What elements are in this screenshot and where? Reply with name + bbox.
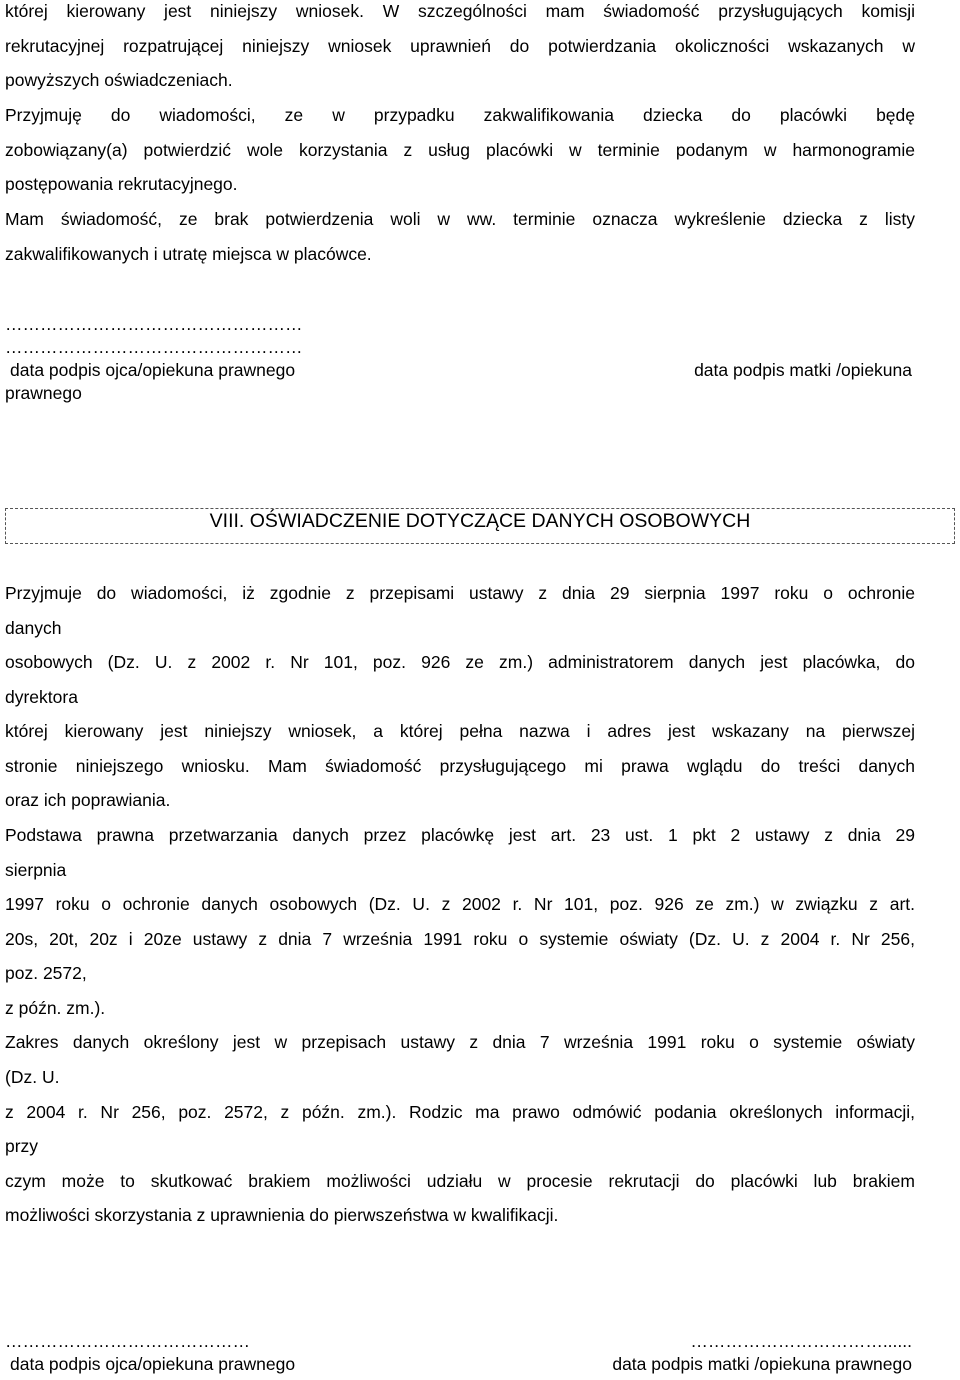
signature-caption-father: data podpis ojca/opiekuna prawnego: [10, 360, 296, 380]
text-line: oraz ich poprawiania.: [5, 790, 171, 810]
text-line: czym może to skutkować brakiem możliwości udziału w procesie rekrutacji do placówki lub brakiem: [5, 1171, 915, 1191]
text-line: Przyjmuję do wiadomości, ze w przypadku zakwalifikowania dziecka do placówki będę: [5, 105, 915, 125]
text-line: z późn. zm.).: [5, 998, 106, 1018]
signature-dots: ……………………………......: [690, 1331, 912, 1351]
text-line: zakwalifikowanych i utratę miejsca w placówce.: [5, 244, 372, 264]
text-line: 20s, 20t, 20z i 20ze ustawy z dnia 7 września 1991 roku o systemie oświaty (Dz. U. z 2004 r. Nr 256,: [5, 929, 915, 949]
text-line: danych: [5, 618, 62, 638]
text-line: Podstawa prawna przetwarzania danych przez placówkę jest art. 23 ust. 1 pkt 2 ustawy z dnia 29: [5, 825, 915, 845]
text-line: możliwości skorzystania z uprawnienia do pierwszeństwa w kwalifikacji.: [5, 1205, 559, 1225]
signature-caption-father-cont: prawnego: [5, 383, 82, 403]
text-line: której kierowany jest niniejszy wniosek, a której pełna nazwa i adres jest wskazany na pierwszej: [5, 721, 915, 741]
text-line: osobowych (Dz. U. z 2002 r. Nr 101, poz. 926 ze zm.) administratorem danych jest placówka, do: [5, 652, 915, 672]
signature-dots: ……………………………………………: [5, 337, 303, 357]
signature-caption-mother: data podpis matki /opiekuna prawnego: [612, 1354, 912, 1374]
text-line: postępowania rekrutacyjnego.: [5, 174, 238, 194]
text-line: przy: [5, 1136, 39, 1156]
text-line: Przyjmuje do wiadomości, iż zgodnie z przepisami ustawy z dnia 29 sierpnia 1997 roku o ochronie: [5, 583, 915, 603]
text-line: której kierowany jest niniejszy wniosek. W szczególności mam świadomość przysługujących komisji: [5, 1, 915, 21]
signature-dots: ……………………………………………: [5, 314, 303, 334]
text-line: Zakres danych określony jest w przepisach ustawy z dnia 7 września 1991 roku o systemie oświaty: [5, 1032, 915, 1052]
text-line: Mam świadomość, ze brak potwierdzenia woli w ww. terminie oznacza wykreślenie dziecka z listy: [5, 209, 915, 229]
text-line: (Dz. U.: [5, 1067, 60, 1087]
section-heading: VIII. OŚWIADCZENIE DOTYCZĄCE DANYCH OSOBOWYCH: [209, 510, 751, 532]
text-line: powyższych oświadczeniach.: [5, 70, 233, 90]
text-line: poz. 2572,: [5, 963, 87, 983]
text-line: dyrektora: [5, 687, 78, 707]
text-line: z 2004 r. Nr 256, poz. 2572, z późn. zm.). Rodzic ma prawo odmówić podania określonych informacji,: [5, 1102, 915, 1122]
text-line: stronie niniejszego wniosku. Mam świadomość przysługującego mi prawa wglądu do treści danych: [5, 756, 915, 776]
text-line: zobowiązany(a) potwierdzić wole korzystania z usług placówki w terminie podanym w harmonogramie: [5, 140, 915, 160]
signature-dots: ……………………………………: [5, 1331, 250, 1351]
signature-caption-father: data podpis ojca/opiekuna prawnego: [10, 1354, 296, 1374]
text-line: 1997 roku o ochronie danych osobowych (Dz. U. z 2002 r. Nr 101, poz. 926 ze zm.) w związku z art.: [5, 894, 915, 914]
text-line: rekrutacyjnej rozpatrującej niniejszy wniosek uprawnień do potwierdzania okoliczności wskazanych w: [5, 36, 915, 56]
signature-caption-mother: data podpis matki /opiekuna: [694, 360, 912, 380]
text-line: sierpnia: [5, 860, 67, 880]
